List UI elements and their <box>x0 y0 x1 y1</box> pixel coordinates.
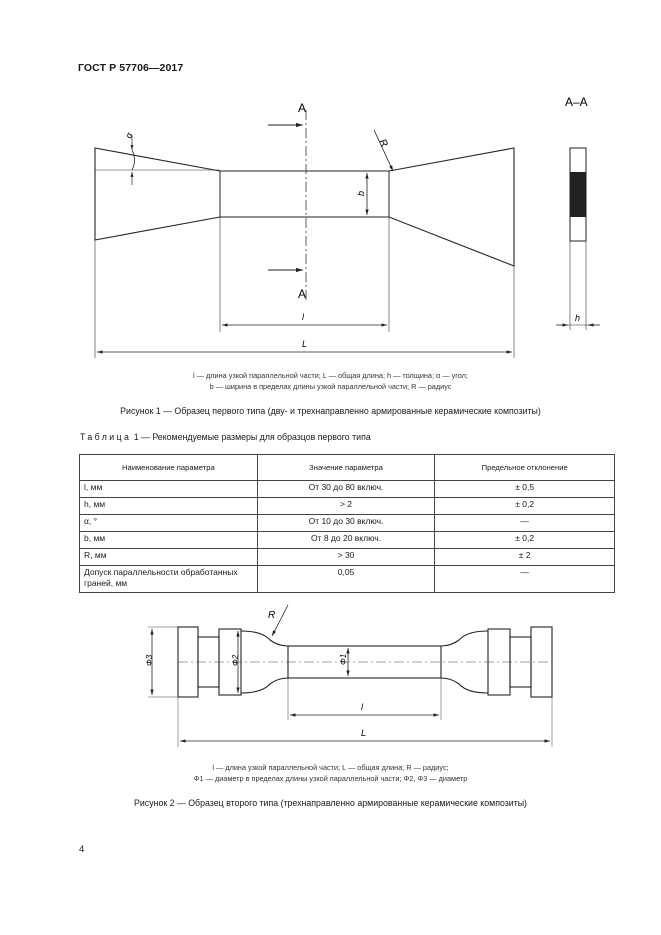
table-row <box>80 532 615 549</box>
table-header-row <box>80 455 615 481</box>
figure1-drawing <box>0 0 661 370</box>
fig2-dim-phi2-label: Φ2 <box>231 654 240 666</box>
specimen-type1-outline <box>95 148 514 266</box>
table-cell-deviation: — <box>435 515 615 532</box>
figure1-legend-line1: l — длина узкой параллельной части; L — общая длина; h — толщина; α — угол; <box>193 371 468 380</box>
table-cell-name: R, мм <box>80 549 258 566</box>
fig2-dim-R-label: R <box>268 610 276 621</box>
figure2-caption: Рисунок 2 — Образец второго типа (трехнаправленно армированные керамические композиты) <box>134 798 527 808</box>
table1-title-rest: 1 — Рекомендуемые размеры для образцов первого типа <box>131 432 371 442</box>
table-cell-name: b, мм <box>80 532 258 549</box>
dim-b-label: b <box>356 190 366 196</box>
table-header-value: Значение параметра <box>257 455 435 481</box>
figure1-legend-line2: b — ширина в пределах длины узкой параллельной части; R — радиус <box>209 381 452 391</box>
table-row <box>80 515 615 532</box>
table-cell-value: > 2 <box>257 498 435 515</box>
section-fill <box>570 172 586 217</box>
page-number: 4 <box>79 844 85 855</box>
dim-alpha-label: α <box>123 131 135 140</box>
table-row <box>80 498 615 515</box>
table-cell-name: Допуск параллельности обработанных граней, мм <box>80 566 258 593</box>
table1 <box>79 454 615 593</box>
fig2-dim-L-label: L <box>361 728 367 738</box>
figure1-legend <box>0 371 661 392</box>
table-cell-value: 0,05 <box>257 566 435 593</box>
dim-h-label: h <box>575 313 581 323</box>
dim-R-label: R <box>376 137 390 150</box>
table-cell-value: От 30 до 80 включ. <box>257 481 435 498</box>
section-view-title: А–А <box>565 95 588 109</box>
dim-L-label: L <box>302 339 308 349</box>
dim-l-label: l <box>302 312 304 322</box>
table-cell-deviation: ± 2 <box>435 549 615 566</box>
figure1-caption: Рисунок 1 — Образец первого типа (дву- и трехнаправленно армированные керамические композиты) <box>120 406 541 416</box>
table-row <box>80 566 615 593</box>
table-cell-value: От 8 до 20 включ. <box>257 532 435 549</box>
fig2-dim-l-label: l <box>361 702 363 712</box>
fig2-dim-phi1-label: Φ1 <box>339 653 348 665</box>
table1-title-label: Таблица <box>80 432 132 442</box>
table-cell-name: α, ° <box>80 515 258 532</box>
table-cell-deviation: ± 0,2 <box>435 498 615 515</box>
table-cell-name: l, мм <box>80 481 258 498</box>
section-label-top: А <box>298 101 307 115</box>
figure2-legend <box>0 763 661 784</box>
section-label-bottom: А <box>298 287 307 301</box>
table-row <box>80 481 615 498</box>
table-cell-deviation: ± 0,2 <box>435 532 615 549</box>
table-header-name: Наименование параметра <box>80 455 258 481</box>
table-cell-name: h, мм <box>80 498 258 515</box>
table-cell-value: От 10 до 30 включ. <box>257 515 435 532</box>
table-cell-deviation: ± 0,5 <box>435 481 615 498</box>
fig2-dim-phi3-label: Φ3 <box>145 654 154 666</box>
table-header-deviation: Предельное отклонение <box>435 455 615 481</box>
table-cell-value: > 30 <box>257 549 435 566</box>
figure2-drawing <box>0 600 661 760</box>
figure2-legend-line1: l — длина узкой параллельной части; L — общая длина; R — радиус; <box>212 763 449 772</box>
table-cell-deviation: — <box>435 566 615 593</box>
table1-title <box>80 432 371 442</box>
figure2-legend-line2: Φ1 — диаметр в пределах длины узкой параллельной части; Φ2, Φ3 — диаметр <box>193 773 468 783</box>
table-row <box>80 549 615 566</box>
document-header: ГОСТ Р 57706—2017 <box>78 62 184 74</box>
